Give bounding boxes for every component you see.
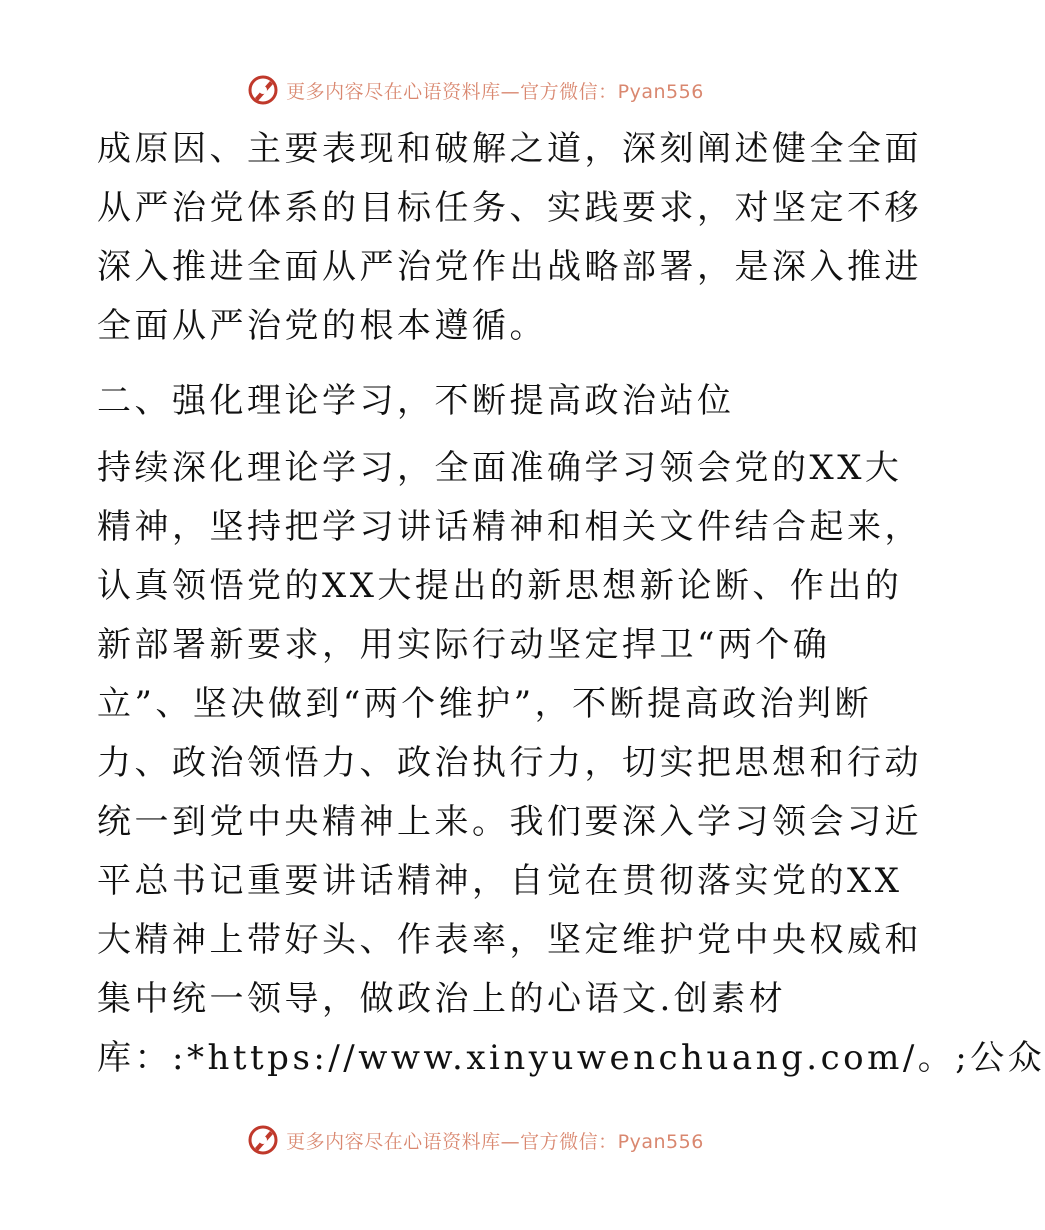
paragraph-line: 大精神上带好头、作表率，坚定维护党中央权威和: [97, 920, 922, 960]
paragraph-line: 库：:*https://www.xinyuwenchuang.com/。;公众: [97, 1038, 1045, 1078]
paragraph-line: 持续深化理论学习，全面准确学习领会党的XX大: [97, 448, 903, 488]
paragraph-line: 全面从严治党的根本遵循。: [97, 306, 547, 346]
paragraph-line: 力、政治领悟力、政治执行力，切实把思想和行动: [97, 743, 922, 783]
watermark-text: 更多内容尽在心语资料库—官方微信：Pyan556: [286, 80, 704, 103]
paragraph-line: 立”、坚决做到“两个维护”，不断提高政治判断: [97, 684, 873, 724]
footer-watermark: [0, 1120, 950, 1160]
paragraph-line: 集中统一领导，做政治上的心语文.创素材: [97, 979, 787, 1019]
paragraph-line: 成原因、主要表现和破解之道，深刻阐述健全全面: [97, 129, 922, 169]
document-body: [97, 120, 1045, 1088]
pen-circle-logo-icon: [246, 1123, 280, 1157]
paragraph-line: 从严治党体系的目标任务、实践要求，对坚定不移: [97, 188, 922, 228]
paragraph-line: 认真领悟党的XX大提出的新思想新论断、作出的: [97, 566, 903, 606]
paragraph-line: 新部署新要求，用实际行动坚定捍卫“两个确: [97, 625, 831, 665]
paragraph-line: 精神，坚持把学习讲话精神和相关文件结合起来，: [97, 507, 922, 547]
paragraph-line: 统一到党中央精神上来。我们要深入学习领会习近: [97, 802, 922, 842]
section-heading: 二、强化理论学习，不断提高政治站位: [97, 381, 735, 421]
pen-circle-logo-icon: [246, 73, 280, 107]
paragraph-line: 深入推进全面从严治党作出战略部署，是深入推进: [97, 247, 922, 287]
header-watermark: [0, 70, 950, 110]
paragraph-line: 平总书记重要讲话精神，自觉在贯彻落实党的XX: [97, 861, 903, 901]
watermark-text: 更多内容尽在心语资料库—官方微信：Pyan556: [286, 1130, 704, 1153]
